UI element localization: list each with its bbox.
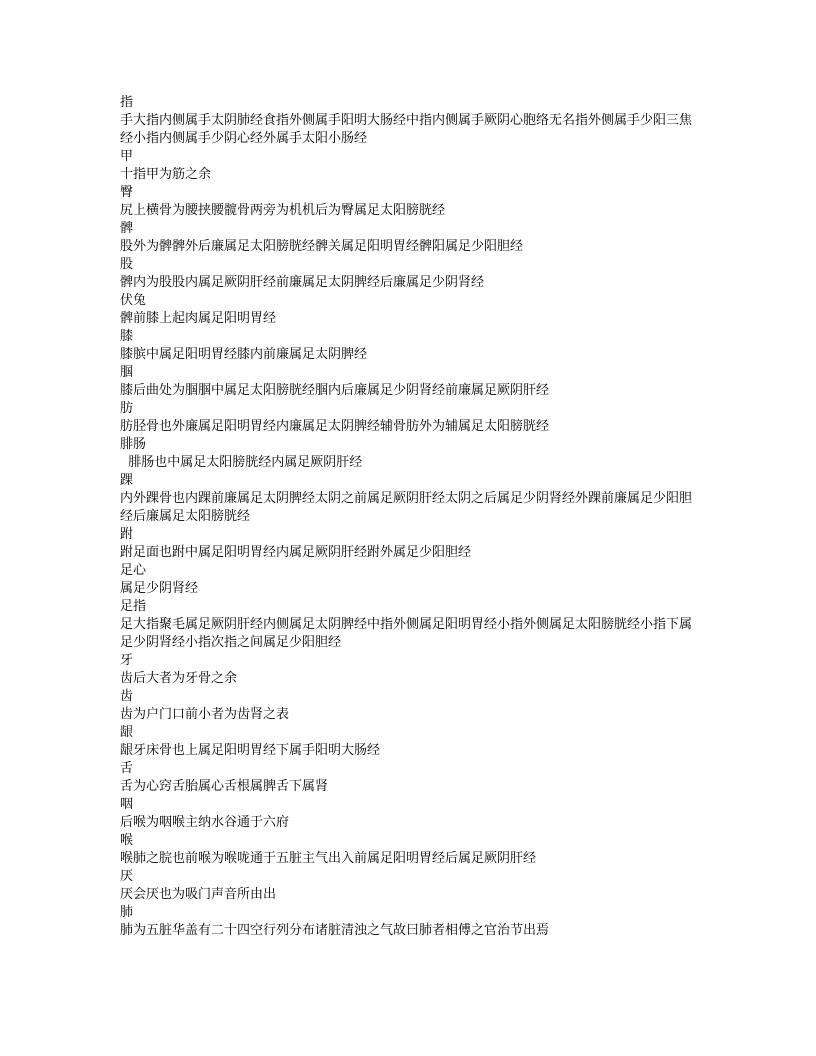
entry-term: 股 (120, 257, 134, 272)
entry-term: 腘 (120, 365, 134, 380)
entry-term: 咽 (120, 797, 134, 812)
entry-description: 膝膑中属足阳明胃经膝内前廉属足太阴脾经 (120, 347, 368, 362)
entry-fang (120, 400, 704, 436)
entry-fei (120, 904, 704, 940)
entry-term: 喉 (120, 833, 134, 848)
entry-description: 厌会厌也为吸门声音所由出 (120, 887, 277, 902)
entry-term: 伏兔 (120, 293, 147, 308)
entry-fu (120, 526, 704, 562)
entry-feichang (120, 436, 704, 472)
entry-term: 肺 (120, 905, 134, 920)
entry-description: 喉肺之脘也前喉为喉咙通于五脏主气出入前属足阳明胃经后属足厥阴肝经 (120, 851, 537, 866)
entry-description: 十指甲为筋之余 (120, 167, 212, 182)
entry-xi (120, 328, 704, 364)
entry-bi (120, 220, 704, 256)
entry-term: 肪 (120, 401, 134, 416)
entry-description: 手大指内侧属手太阴肺经食指外侧属手阳明大肠经中指内侧属手厥阴心胞络无名指外侧属手少阳三焦经小指内侧属手少阴心经外属手太阳小肠经 (120, 113, 693, 146)
entry-description: 后喉为咽喉主纳水谷通于六府 (120, 815, 290, 830)
entry-gu (120, 256, 704, 292)
entry-yan2 (120, 868, 704, 904)
entry-description: 髀内为股股内属足厥阴肝经前廉属足太阴脾经后廉属足少阴肾经 (120, 275, 485, 290)
entry-term: 腓肠 (120, 437, 147, 452)
entry-term: 厌 (120, 869, 134, 884)
entry-description: 肺为五脏华盖有二十四空行列分布诸脏清浊之气故曰肺者相傅之官治节出焉 (120, 923, 550, 938)
entry-hou (120, 832, 704, 868)
entry-description: 跗足面也跗中属足阳明胃经内属足厥阴肝经跗外属足少阳胆经 (120, 545, 472, 560)
entry-she (120, 760, 704, 796)
entry-term: 踝 (120, 473, 134, 488)
entry-tun (120, 184, 704, 220)
entry-huai (120, 472, 704, 526)
entry-description: 齿为户门口前小者为齿肾之表 (120, 707, 290, 722)
entry-description: 股外为髀髀外后廉属足太阳膀胱经髀关属足阳明胃经髀阳属足少阳胆经 (120, 239, 524, 254)
entry-futu (120, 292, 704, 328)
entry-term: 臀 (120, 185, 134, 200)
document-page (120, 94, 704, 940)
entry-yin (120, 724, 704, 760)
entry-description: 膝后曲处为腘腘中属足太阳膀胱经腘内后廉属足少阴肾经前廉属足厥阴肝经 (120, 383, 550, 398)
entry-zuxin (120, 562, 704, 598)
entry-description: 肪胫骨也外廉属足阳明胃经内廉属足太阴脾经辅骨肪外为辅属足太阳膀胱经 (120, 419, 550, 434)
entry-term: 齿 (120, 689, 134, 704)
entry-ya (120, 652, 704, 688)
entry-term: 牙 (120, 653, 134, 668)
entry-description: 齿后大者为牙骨之余 (120, 671, 238, 686)
entry-description: 内外踝骨也内踝前廉属足太阴脾经太阴之前属足厥阴肝经太阴之后属足少阴肾经外踝前廉属足少阳胆经后廉属足太阳膀胱经 (120, 491, 693, 524)
entry-description: 属足少阴肾经 (120, 581, 199, 596)
entry-term: 舌 (120, 761, 134, 776)
entry-term: 龈 (120, 725, 134, 740)
entry-description: 足大指聚毛属足厥阴肝经内侧属足太阴脾经中指外侧属足阳明胃经小指外侧属足太阳膀胱经小指下属足少阴肾经小指次指之间属足少阳胆经 (120, 617, 693, 650)
entry-yan (120, 796, 704, 832)
entry-term: 髀 (120, 221, 134, 236)
entry-term: 跗 (120, 527, 134, 542)
entry-term: 足心 (120, 563, 147, 578)
entry-zuzhi (120, 598, 704, 652)
entry-guo (120, 364, 704, 400)
entry-zhi (120, 94, 704, 148)
entry-description: 髀前膝上起肉属足阳明胃经 (120, 311, 277, 326)
entry-description: 舌为心窍舌胎属心舌根属脾舌下属肾 (120, 779, 329, 794)
entry-jia (120, 148, 704, 184)
entry-description: 腓肠也中属足太阳膀胱经内属足厥阴肝经 (120, 455, 363, 470)
entry-term: 膝 (120, 329, 134, 344)
entry-term: 足指 (120, 599, 147, 614)
entry-description: 尻上横骨为腰挟腰髋骨两旁为机机后为臀属足太阳膀胱经 (120, 203, 446, 218)
entry-term: 甲 (120, 149, 134, 164)
entry-description: 龈牙床骨也上属足阳明胃经下属手阳明大肠经 (120, 743, 381, 758)
entry-term: 指 (120, 95, 134, 110)
entry-chi (120, 688, 704, 724)
